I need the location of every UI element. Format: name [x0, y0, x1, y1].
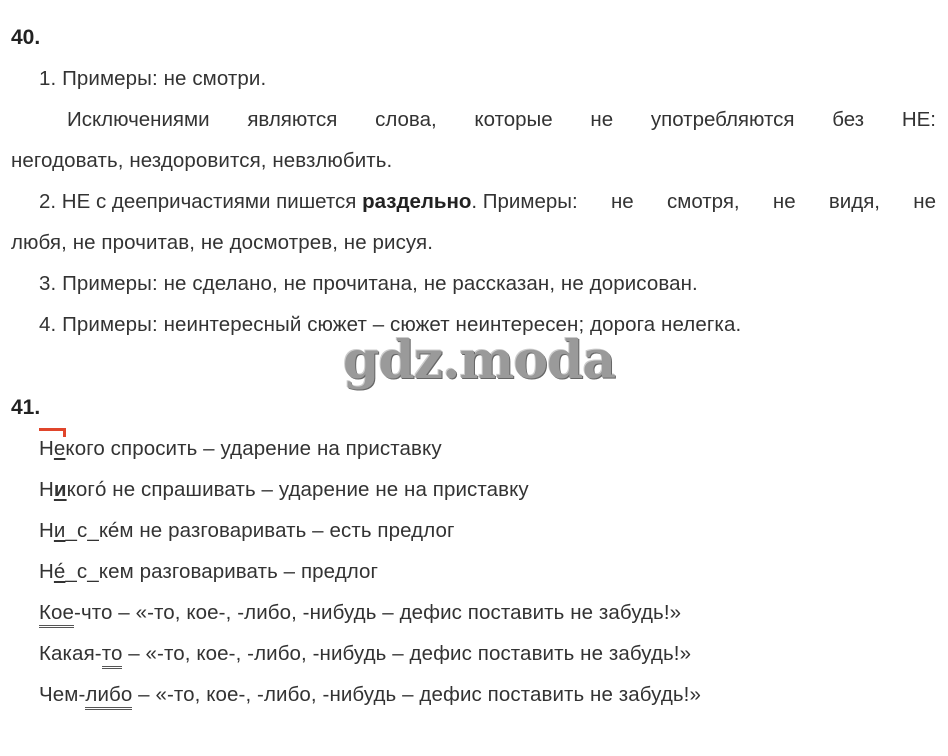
word: слова, — [375, 108, 437, 131]
ex40-item-3: 3. Примеры: не сделано, не прочитана, не рассказан, не дорисован. — [39, 272, 698, 295]
exercise-40-number: 40. — [11, 26, 41, 49]
word: смотря, — [666, 190, 740, 213]
ex40-item-1: 1. Примеры: не смотри. — [39, 67, 267, 90]
word: . Примеры: — [471, 190, 578, 213]
ex40-item-1-exceptions — [67, 108, 936, 132]
word: без — [832, 108, 865, 131]
word: не — [772, 190, 796, 213]
word: не — [913, 190, 936, 213]
word: не — [610, 190, 634, 213]
exercise-41-number: 41. — [11, 396, 41, 419]
ex40-item-2-cont: любя, не прочитав, не досмотрев, не рисуя. — [11, 231, 434, 254]
ex41-line-2: Никогó не спрашивать – ударение не на приставку — [39, 478, 529, 501]
ex41-line-1: Некого спросить – ударение на приставку — [39, 437, 442, 460]
word: которые — [474, 108, 553, 131]
ex41-line-4: Нé_с_кем разговаривать – предлог — [39, 560, 379, 583]
word: являются — [247, 108, 338, 131]
ex41-line-7: Чем-либо – «-то, кое-, -либо, -нибудь – дефис поставить не забудь!» — [39, 683, 701, 707]
word: Исключениями — [67, 108, 210, 131]
ex41-line-6: Какая-то – «-то, кое-, -либо, -нибудь – дефис поставить не забудь!» — [39, 642, 691, 666]
word: НЕ: — [901, 108, 936, 131]
stress-mark-icon — [39, 428, 66, 437]
word: употребляются — [650, 108, 795, 131]
ex41-line-3: Ни_с_кéм не разговаривать – есть предлог — [39, 519, 455, 542]
ex41-line-5: Кое-что – «-то, кое-, -либо, -нибудь – дефис поставить не забудь!» — [39, 601, 681, 625]
ex40-item-1-exceptions-cont: негодовать, нездоровится, невзлюбить. — [11, 149, 393, 172]
watermark-logo: gdz.moda — [343, 330, 616, 391]
ex40-item-4: 4. Примеры: неинтересный сюжет – сюжет неинтересен; дорога нелегка. — [39, 313, 742, 336]
ex40-item-2: 2. НЕ с деепричастиями пишется раздельно. Примеры: не смотря, не видя, не — [39, 190, 936, 213]
word: видя, — [828, 190, 880, 213]
bold-term: раздельно — [362, 190, 472, 213]
word: не — [590, 108, 614, 131]
